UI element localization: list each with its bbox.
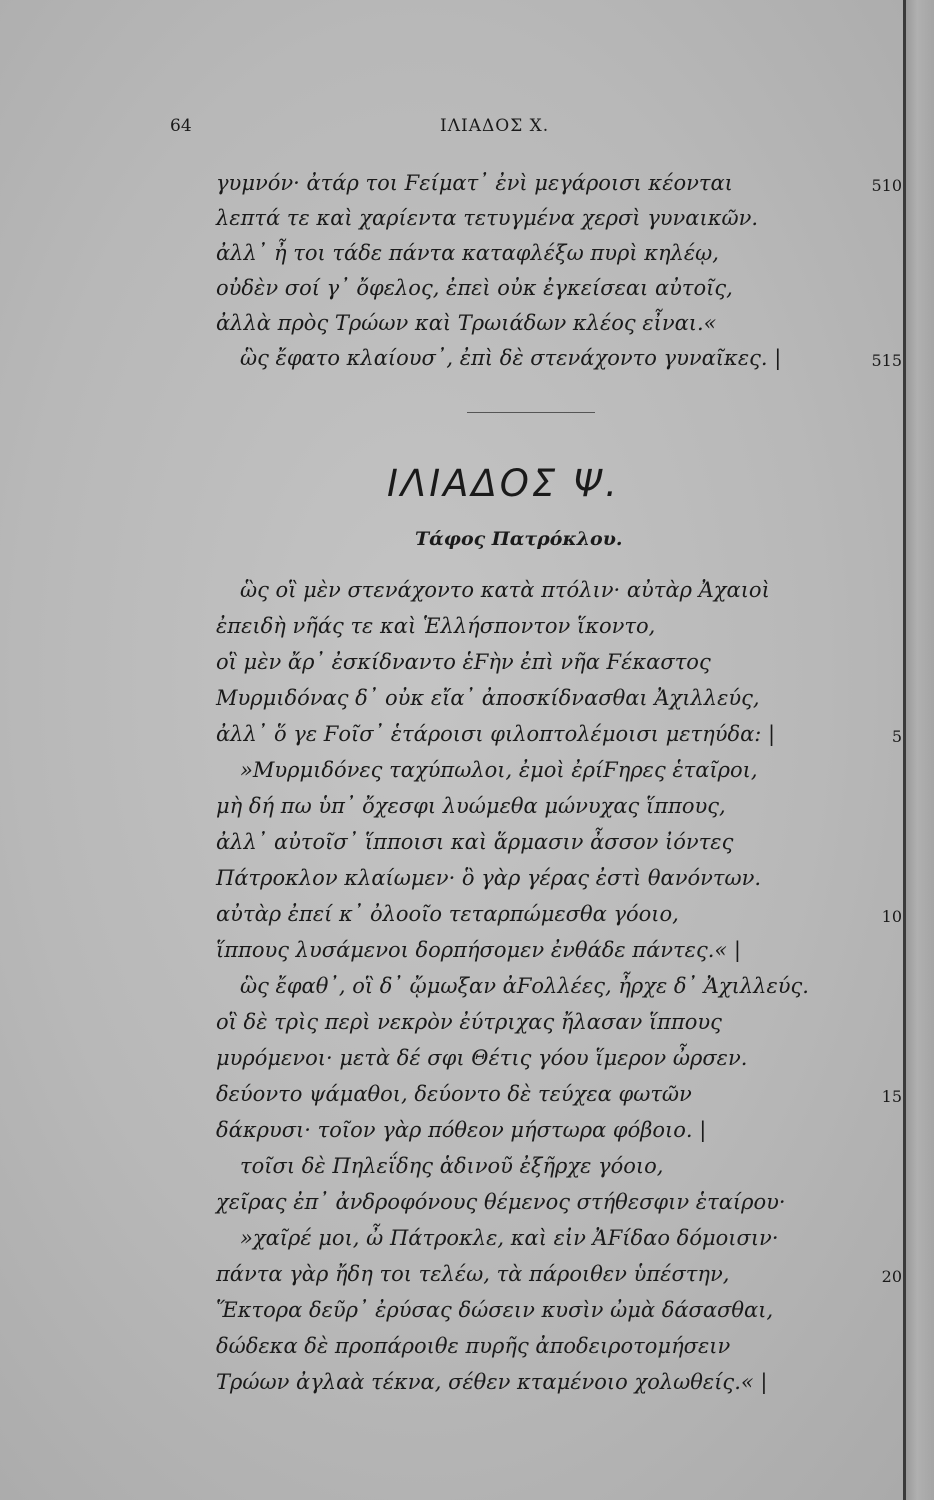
page-number: 64 (170, 116, 192, 136)
line-number: 510 (871, 176, 902, 195)
verse-line: ὣς ἔφαθ᾽, οἳ δ᾽ ᾤμωξαν ἀϜολλέες, ἦρχε δ᾽ Ἀχιλλεύς. (240, 974, 809, 998)
book-title: ΙΛΙΑΔΟΣ Ψ. (387, 462, 620, 505)
section-divider (467, 412, 595, 413)
verse-line: δάκρυσι· τοῖον γὰρ πόθεον μήστωρα φόβοιο. | (216, 1118, 707, 1142)
verse-line: »Μυρμιδόνες ταχύπωλοι, ἐμοὶ ἐρίϜηρες ἑταῖροι, (240, 758, 758, 782)
verse-line: Τρώων ἀγλαὰ τέκνα, σέθεν κταμένοιο χολωθείς.« | (216, 1370, 768, 1394)
verse-line: ὣς ἔφατο κλαίουσ᾽, ἐπὶ δὲ στενάχοντο γυναῖκες. | (240, 346, 782, 370)
verse-line: ἀλλ᾽ αὐτοῖσ᾽ ἵπποισι καὶ ἅρμασιν ἆσσον ἰόντες (216, 830, 734, 854)
verse-line: οἳ μὲν ἄρ᾽ ἐσκίδναντο ἑϜὴν ἐπὶ νῆα Ϝέκαστος (216, 650, 711, 674)
line-number: 15 (881, 1087, 902, 1106)
verse-line: δεύοντο ψάμαθοι, δεύοντο δὲ τεύχεα φωτῶν (216, 1082, 692, 1106)
verse-line: »χαῖρέ μοι, ὦ Πάτροκλε, καὶ εἰν ἈϜίδαο δόμοισιν· (240, 1226, 779, 1250)
verse-line: ὣς οἳ μὲν στενάχοντο κατὰ πτόλιν· αὐτὰρ Ἀχαιοὶ (240, 578, 770, 602)
line-number: 5 (891, 727, 902, 746)
running-title: ΙΛΙΑΔΟΣ X. (440, 116, 550, 136)
page-edge (903, 0, 906, 1500)
line-number: 515 (871, 351, 902, 370)
page-edge-shadow (906, 0, 934, 1500)
verse-line: ἐπειδὴ νῆάς τε καὶ Ἑλλήσποντον ἵκοντο, (216, 614, 656, 638)
verse-line: αὐτὰρ ἐπεί κ᾽ ὀλοοῖο τεταρπώμεσθα γόοιο, (216, 902, 679, 926)
verse-line: Πάτροκλον κλαίωμεν· ὃ γὰρ γέρας ἐστὶ θανόντων. (216, 866, 762, 890)
verse-line: μυρόμενοι· μετὰ δέ σφι Θέτις γόου ἵμερον ὦρσεν. (216, 1046, 748, 1070)
verse-line: ἀλλ᾽ ἦ τοι τάδε πάντα καταφλέξω πυρὶ κηλέῳ, (216, 241, 719, 265)
book-subtitle: Τάφος Πατρόκλου. (415, 528, 623, 550)
line-number: 20 (881, 1267, 902, 1286)
verse-line: Ἕκτορα δεῦρ᾽ ἐρύσας δώσειν κυσὶν ὠμὰ δάσασθαι, (216, 1298, 774, 1322)
verse-line: ἀλλὰ πρὸς Τρώων καὶ Τρωιάδων κλέος εἶναι.« (216, 311, 717, 335)
verse-line: γυμνόν· ἀτάρ τοι Ϝείματ᾽ ἐνὶ μεγάροισι κέονται (216, 171, 733, 195)
verse-line: δώδεκα δὲ προπάροιθε πυρῆς ἀποδειροτομήσειν (216, 1334, 731, 1358)
verse-line: τοῖσι δὲ Πηλεΐδης ἁδινοῦ ἐξῆρχε γόοιο, (240, 1154, 664, 1178)
verse-line: ἀλλ᾽ ὅ γε Ϝοῖσ᾽ ἑτάροισι φιλοπτολέμοισι μετηύδα: | (216, 722, 776, 746)
line-number: 10 (881, 907, 902, 926)
verse-line: χεῖρας ἐπ᾽ ἀνδροφόνους θέμενος στήθεσφιν ἑταίρου· (216, 1190, 786, 1214)
verse-line: Μυρμιδόνας δ᾽ οὐκ εἴα᾽ ἀποσκίδνασθαι Ἀχιλλεύς, (216, 686, 760, 710)
verse-line: ἵππους λυσάμενοι δορπήσομεν ἐνθάδε πάντες.« | (216, 938, 741, 962)
verse-line: λεπτά τε καὶ χαρίεντα τετυγμένα χερσὶ γυναικῶν. (216, 206, 759, 230)
verse-line: οὐδὲν σοί γ᾽ ὄφελος, ἐπεὶ οὐκ ἐγκείσεαι αὐτοῖς, (216, 276, 733, 300)
verse-line: μὴ δή πω ὑπ᾽ ὄχεσφι λυώμεθα μώνυχας ἵππους, (216, 794, 726, 818)
verse-line: οἳ δὲ τρὶς περὶ νεκρὸν ἐύτριχας ἤλασαν ἵππους (216, 1010, 722, 1034)
verse-line: πάντα γὰρ ἤδη τοι τελέω, τὰ πάροιθεν ὑπέστην, (216, 1262, 730, 1286)
